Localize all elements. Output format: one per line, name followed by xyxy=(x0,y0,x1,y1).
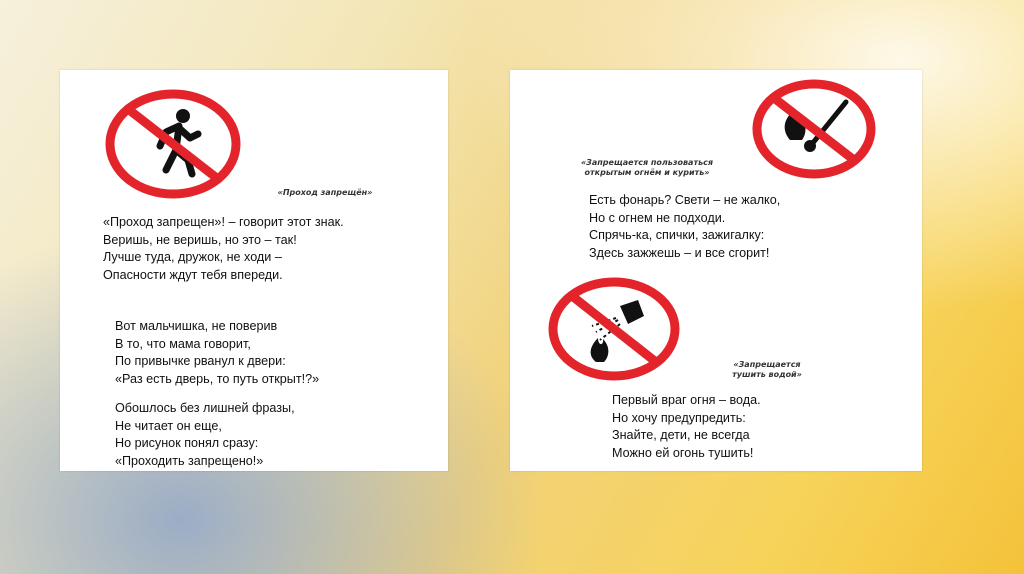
caption-line: «Запрещается xyxy=(733,360,801,369)
poem-line: Обошлось без лишней фразы, xyxy=(115,401,295,415)
poem-stanza-3 xyxy=(115,400,295,470)
poem-line: Можно ей огонь тушить! xyxy=(612,445,754,460)
poem-line: Спрячь-ка, спички, зажигалку: xyxy=(589,228,765,243)
sign-caption xyxy=(712,360,822,380)
poem-stanza-1 xyxy=(103,214,344,284)
no-water-extinguishing-sign-icon xyxy=(546,276,682,382)
poem-stanza-2 xyxy=(115,318,319,388)
poem-stanza-2 xyxy=(612,392,761,462)
poem-line: Знайте, дети, не всегда xyxy=(612,428,750,443)
poem-line: «Раз есть дверь, то путь открыт!?» xyxy=(115,371,320,386)
poem-line: Но с огнем не подходи. xyxy=(589,210,726,225)
poem-line: Но рисунок понял сразу: xyxy=(115,436,259,451)
caption-line: открытым огнём и курить» xyxy=(584,168,710,177)
poem-line: Вот мальчишка, не поверив xyxy=(115,319,278,333)
no-open-flame-sign-icon xyxy=(750,78,878,180)
sign-caption: «Проход запрещён» xyxy=(277,188,373,197)
poem-line: По привычке рванул к двери: xyxy=(115,354,286,369)
no-pedestrian-sign-icon xyxy=(104,88,242,200)
poem-line: Есть фонарь? Свети – не жалко, xyxy=(589,193,781,207)
poem-stanza-1 xyxy=(589,192,780,262)
sign-caption xyxy=(562,158,732,178)
left-card xyxy=(60,70,448,471)
poem-line: Веришь, не веришь, но это – так! xyxy=(103,232,297,247)
poem-line: Но хочу предупредить: xyxy=(612,410,746,425)
poem-line: Первый враг огня – вода. xyxy=(612,393,761,407)
poem-line: Не читает он еще, xyxy=(115,418,222,433)
poem-line: Здесь зажжешь – и все сгорит! xyxy=(589,245,770,260)
right-card xyxy=(510,70,922,471)
poem-line: «Проходить запрещено!» xyxy=(115,453,264,468)
poem-line: «Проход запрещен»! – говорит этот знак. xyxy=(103,215,344,229)
poem-line: Лучше туда, дружок, не ходи – xyxy=(103,250,282,265)
poem-line: В то, что мама говорит, xyxy=(115,336,251,351)
caption-line: «Запрещается пользоваться xyxy=(580,158,714,167)
poem-line: Опасности ждут тебя впереди. xyxy=(103,267,283,282)
caption-line: тушить водой» xyxy=(732,370,802,379)
